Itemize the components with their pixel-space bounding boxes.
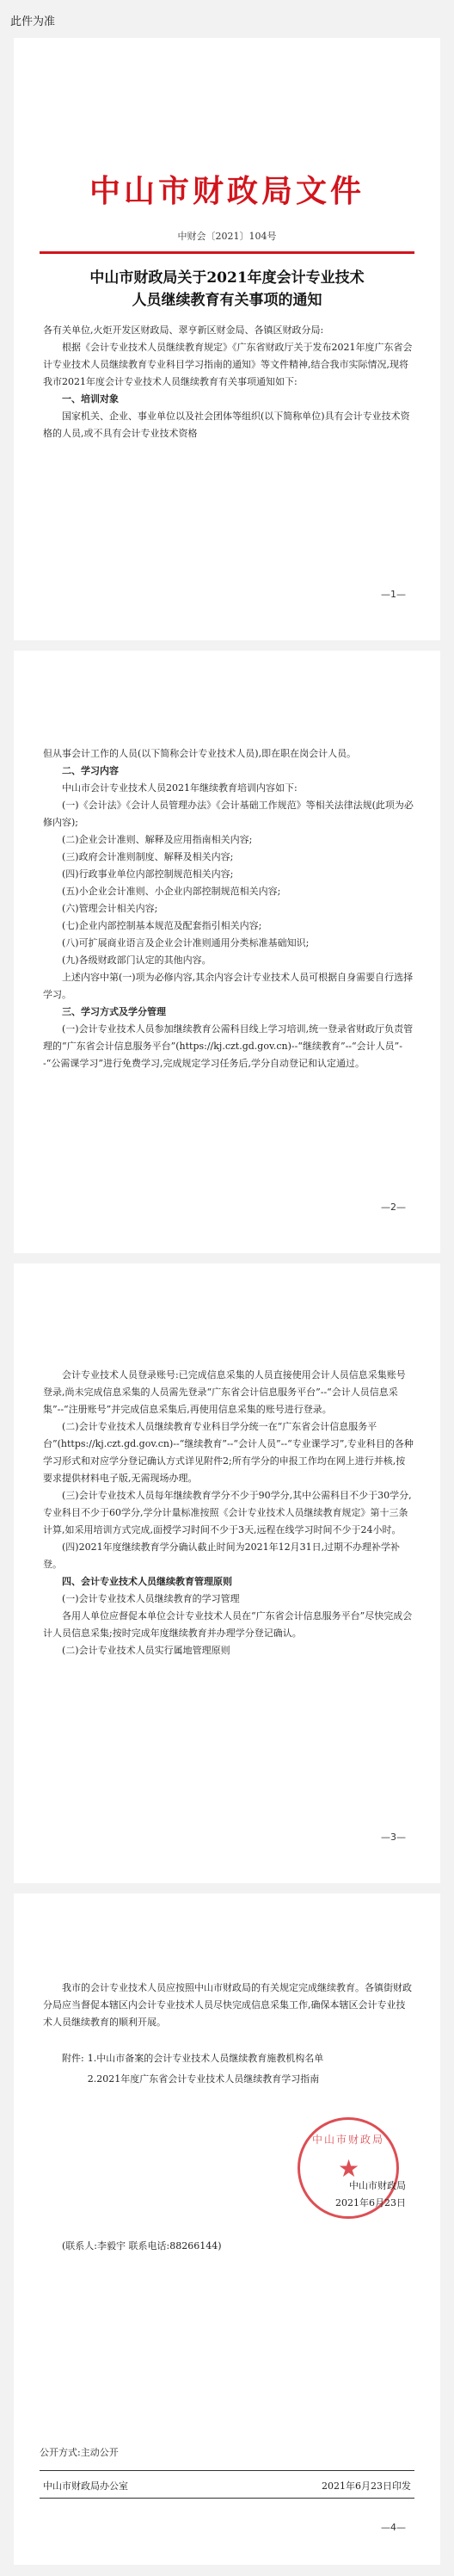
list-item: (八)可扩展商业语言及企业会计准则通用分类标准基础知识;: [62, 937, 310, 948]
footer-divider-top: [40, 2470, 414, 2471]
seal-text: 中山市财政局: [311, 2134, 384, 2146]
page-number: —3—: [381, 1832, 406, 1843]
paragraph: 我市的会计专业技术人员应按照中山市财政局的有关规定完成继续教育。各镇街财政分局应当督促本辖区内会计专业技术人员尽快完成信息采集工作,确保本辖区会计专业技术人员继续教育的顺利开展。: [43, 1982, 412, 2028]
list-item: (六)管理会计相关内容;: [62, 903, 158, 914]
paragraph: 根据《会计专业技术人员继续教育规定》《广东省财政厅关于发布2021年度广东省会计专业技术人员继续教育专业科目学习指南的通知》等文件精神,结合我市实际情况,现将我市2021年度会计专业技术人员继续教育有关事项通知如下:: [43, 342, 413, 387]
list-item: (一)《会计法》《会计人员管理办法》《会计基础工作规范》等相关法律法规(此项为必修内容);: [43, 800, 414, 828]
paragraph: (一)会计专业技术人员参加继续教育公需科目线上学习培训,统一登录省财政厅负责管理的“广东省会计信息服务平台”(https://kj.czt.gd.gov.cn)--“继续教育”--“会计人员”--“公需课学习”进行免费学习,完成规定学习任务后,学分自动登记和认定通过。: [43, 1023, 414, 1069]
paragraph: (四)2021年度继续教育学分确认截止时间为2021年12月31日,过期不办理补学补登。: [43, 1541, 401, 1570]
issuance-row: [43, 2479, 411, 2493]
document-page-1: [14, 38, 440, 640]
disclosure-method: 公开方式:主动公开: [40, 2447, 119, 2458]
top-note: 此件为准: [10, 15, 56, 28]
section-heading: 一、培训对象: [62, 393, 119, 405]
page-3-body: [43, 1367, 414, 1659]
list-item: (七)企业内部控制基本规范及配套指引相关内容;: [62, 920, 262, 931]
issuer: 中山市财政局办公室: [43, 2480, 128, 2492]
paragraph: (二)会计专业技术人员继续教育专业科目学分统一在“广东省会计信息服务平台”(https://kj.czt.gd.gov.cn)--“继续教育”--“会计人员”--“专业课学习”,专业科目的各种学习形式和对应学分登记确认方式详见附件2;所有学分的申报工作均在网上进行并核,按要求提供材料电子版,无需现场办理。: [43, 1421, 414, 1484]
paragraph: 各有关单位,火炬开发区财政局、翠亨新区财金局、各镇区财政分局:: [43, 324, 324, 336]
paragraph: 但从事会计工作的人员(以下简称会计专业技术人员),即在职在岗会计人员。: [43, 748, 357, 759]
red-divider: [40, 251, 414, 254]
contact-block: [43, 2238, 414, 2255]
document-title: [48, 267, 406, 312]
document-page-3: [14, 1263, 440, 1883]
sign-date: 2021年6月23日: [335, 2197, 406, 2208]
document-page-2: [14, 651, 440, 1253]
star-icon: ★: [338, 2154, 360, 2183]
page-number: —2—: [381, 1202, 406, 1213]
document-number: 中财会〔2021〕104号: [177, 231, 277, 242]
attachments: [43, 2050, 414, 2088]
section-heading: 二、学习内容: [62, 765, 119, 776]
attachments-label: 附件:: [62, 2053, 84, 2064]
paragraph: (一)会计专业技术人员继续教育的学习管理: [62, 1593, 240, 1604]
section-heading: 四、会计专业技术人员继续教育管理原则: [62, 1576, 232, 1587]
list-item: (九)各级财政部门认定的其他内容。: [62, 954, 212, 966]
signature-block: [335, 2178, 406, 2212]
title-line-2: 人员继续教育有关事项的通知: [132, 292, 322, 309]
list-item: (四)行政事业单位内部控制规范相关内容;: [62, 868, 234, 880]
section-heading: 三、学习方式及学分管理: [62, 1006, 166, 1017]
page-4-body: [43, 1980, 414, 2088]
paragraph: 上述内容中第(一)项为必修内容,其余内容会计专业技术人员可根据自身需要自行选择学习。: [43, 972, 414, 1000]
list-item: (五)小企业会计准则、小企业内部控制规范相关内容;: [62, 886, 281, 897]
title-line-1: 中山市财政局关于2021年度会计专业技术: [89, 269, 365, 287]
contact-info: (联系人:李毅宇 联系电话:88266144): [62, 2240, 222, 2252]
page-2-body: [43, 745, 414, 1072]
paragraph: 会计专业技术人员登录账号:已完成信息采集的人员直接使用会计人员信息采集账号登录,尚未完成信息采集的人员需先登录“广东省会计信息服务平台”--“会计人员信息采集”--“注册账号”并完成信息采集后,再使用信息采集的账号进行登录。: [43, 1369, 406, 1415]
paragraph: (二)会计专业技术人员实行属地管理原则: [62, 1645, 230, 1656]
document-org-header: 中山市财政局文件: [89, 174, 365, 209]
paragraph: 中山市会计专业技术人员2021年继续教育培训内容如下:: [62, 782, 298, 794]
page-number: —4—: [381, 2522, 406, 2533]
page-number: —1—: [381, 589, 406, 600]
page-1-body: [43, 322, 414, 442]
list-item: (二)企业会计准则、解释及应用指南相关内容;: [62, 834, 253, 845]
attachment-item[interactable]: 1.中山市备案的会计专业技术人员继续教育施教机构名单: [87, 2053, 324, 2064]
paragraph: (三)会计专业技术人员每年继续教育学分不少于90学分,其中公需科目不少于30学分,专业科目不少于60学分,学分计量标准按照《会计专业技术人员继续教育规定》第十三条计算,如采用培训方式完成,面授学习时间不少于3天,远程在线学习时间不少于24小时。: [43, 1490, 412, 1535]
footer-divider-bottom: [40, 2498, 414, 2499]
paragraph: 各用人单位应督促本单位会计专业技术人员在“广东省会计信息服务平台”尽快完成会计人员信息采集;按时完成年度继续教育并办理学分登记确认。: [43, 1610, 413, 1639]
disclosure-block: [40, 2444, 414, 2462]
list-item: (三)政府会计准则制度、解释及相关内容;: [62, 851, 234, 862]
paragraph: 国家机关、企业、事业单位以及社会团体等组织(以下简称单位)具有会计专业技术资格的人员,或不具有会计专业技术资格: [43, 411, 410, 439]
attachment-item[interactable]: 2.2021年度广东省会计专业技术人员继续教育学习指南: [87, 2073, 320, 2085]
issue-date: 2021年6月23日印发: [322, 2480, 411, 2492]
document-page-4: [14, 1893, 440, 2565]
sign-org: 中山市财政局: [349, 2180, 406, 2191]
